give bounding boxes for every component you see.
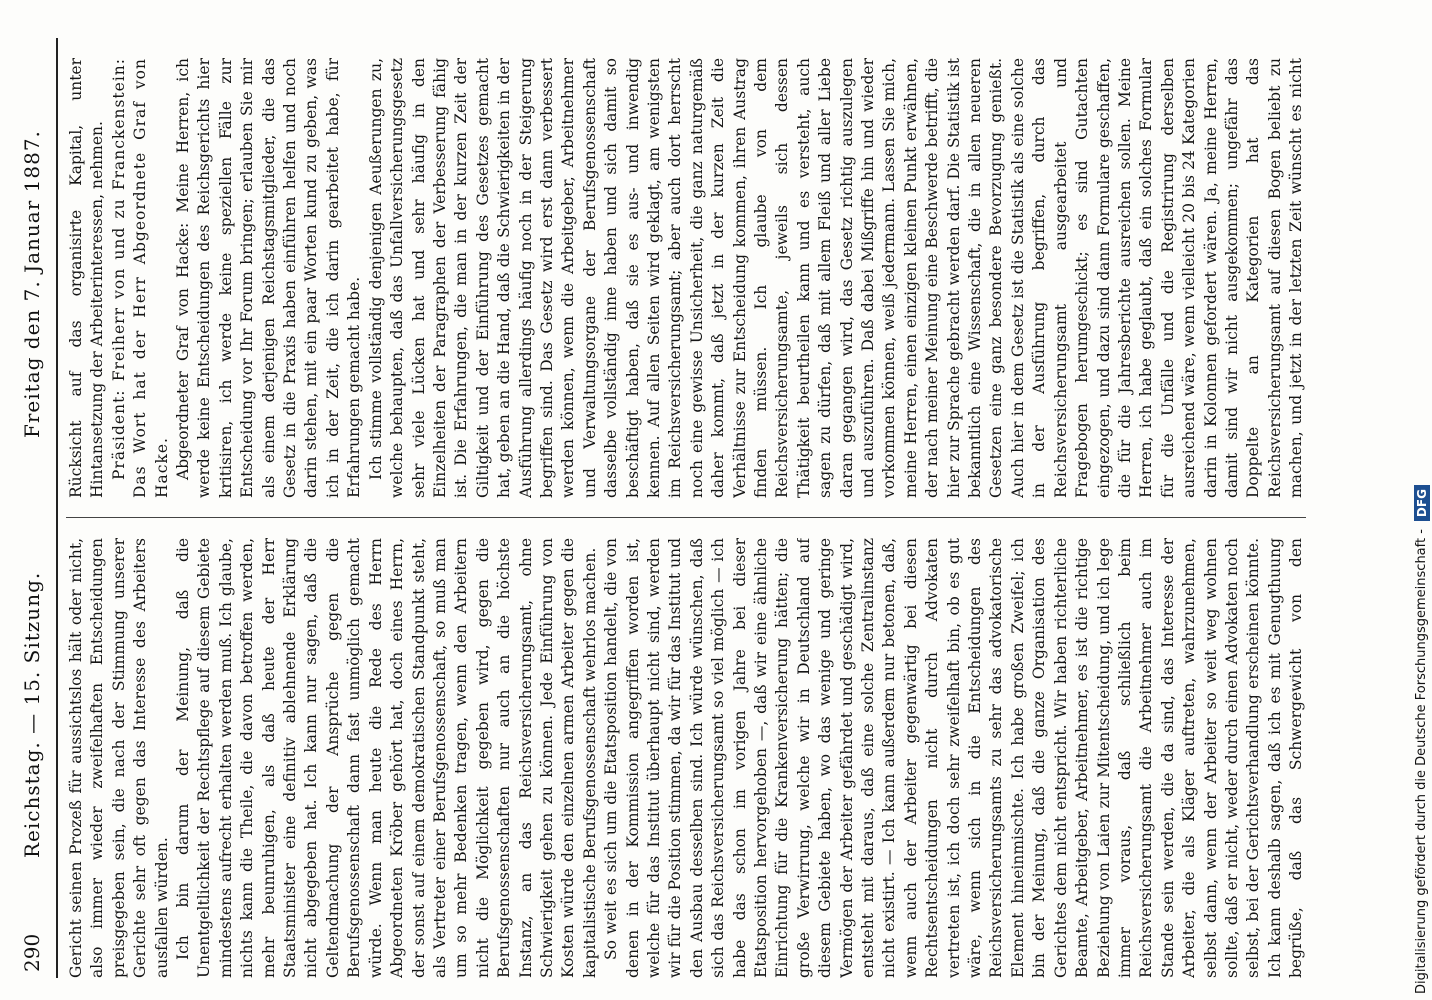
- page-header: [12, 18, 52, 978]
- left-column: [66, 538, 1306, 978]
- paragraph: So weit es sich um die Etatsposition handelt, die von denen in der Kommission angegriffen worden ist, welche für das Institut überhaupt nicht sind, werden wir für die Position stimmen, da wir für das Institut und den Ausbau desselben sind. Ich würde wünschen, daß sich das Reichsversicherungsamt so viel möglich — ich habe das schon im vorigen Jahre bei dieser Etatsposition hervorgehoben —, daß wir eine ähnliche Einrichtung für die Krankenversicherung hätten; die große Verwirrung, welche wir in Deutschland auf diesem Gebiete haben, wo das wenige und geringe Vermögen der Arbeiter gefährdet und geschädigt wird, entsteht mit daraus, daß eine solche Zentralinstanz nicht existirt. — Ich kann außerdem nur betonen, daß, wenn auch der Arbeiter gegenwärtig bei diesen Rechtsentscheidungen nicht durch Advokaten vertreten ist, ich doch sehr zweifelhaft bin, ob es gut wäre, wenn sich in die Entscheidungen des Reichsversicherungsamts zu sehr das advokatorische Element hineinmischte. Ich habe großen Zweifel; ich bin der Meinung, daß die ganze Organisation des Gerichtes dem nicht entspricht. Wir haben richterliche Beamte, Arbeitgeber, Arbeitnehmer, es ist die richtige Beziehung von Laien zur Mitentscheidung, und ich lege immer voraus, daß schließlich beim Reichsversicherungsamt die Arbeitnehmer auch im Stande sein werden, die da sind, das Interesse der Arbeiter, die als Kläger auftreten, wahrzunehmen, selbst dann, wenn der Arbeiter so weit weg wohnen sollte, daß er nicht, weder durch einen Advokaten noch selbst, bei der Gerichtsverhandlung erscheinen könnte. Ich kann deshalb sagen, daß ich es mit Genugthuung begrüße, daß das Schwergewicht von den: [602, 538, 1306, 978]
- credit-line: [1410, 0, 1432, 998]
- page-number: 290: [20, 933, 44, 972]
- header-rule: [56, 38, 58, 978]
- rotated-page-content: [12, 18, 1392, 978]
- right-column: [66, 58, 1306, 498]
- credit-text: Digitalisierung gefördert durch die Deutsche Forschungsgemeinschaft -: [1414, 529, 1429, 994]
- paragraph: Rücksicht auf das organisirte Kapital, unter Hintansetzung der Arbeiterinteressen, nehmen.: [67, 58, 107, 498]
- paragraph: Ich bin darum der Meinung, daß die Unentgeltlichkeit der Rechtspflege auf diesem Gebiete mindestens aufrecht erhalten werden muß. Ich glaube, nichts kann die Theile, die davon betroffen werden, mehr beunruhigen, als daß heute der Herr Staatsminister eine definitiv ablehnende Erklärung nicht abgegeben hat. Ich kann nur sagen, daß die Geltendmachung der Ansprüche gegen die Berufsgenossenschaft dann fast unmöglich gemacht würde. Wenn man heute die Rede des Herrn Abgeordneten Kröber gehört hat, doch eines Herrn, der sonst auf einem demokratischen Standpunkt steht, als Vertreter einer Berufsgenossenschaft, so muß man um so mehr Bedenken tragen, wenn den Arbeitern nicht die Möglichkeit gegeben wird, gegen die Berufsgenossenschaften nur auch an die höchste Instanz, an das Reichsversicherungsamt, ohne Schwierigkeit gehen zu können. Jede Einführung von Kosten würde den einzelnen armen Arbeiter gegen die kapitalistische Berufsgenossenschaft wehrlos machen.: [174, 538, 599, 978]
- paragraph: Gericht seinen Prozeß für aussichtslos hält oder nicht, also immer wieder zweifelhaften Entscheidungen preisgegeben sein, die nach der Stimmung unserer Gerichte sehr oft gegen das Interesse des Arbeiters ausfallen würden.: [67, 538, 171, 978]
- speaker-paragraph: Präsident: Freiherr von und zu Franckenstein: Das Wort hat der Herr Abgeordnete Graf von Hacke.: [109, 58, 171, 498]
- paragraph: Ich stimme vollständig denjenigen Aeußerungen zu, welche behaupten, daß das Unfallversicherungsgesetz sehr viele Lücken hat und sehr häufig in den Einzelheiten der Paragraphen der Verbesserung fähig ist. Die Erfahrungen, die man in der kurzen Zeit der Giltigkeit und der Einführung des Gesetzes gemacht hat, geben an die Hand, daß die Schwierigkeiten in der Ausführung allerdings häufig noch in der Steigerung begriffen sind. Das Gesetz wird erst dann verbessert werden können, wenn die Arbeitgeber, Arbeitnehmer und Verwaltungsorgane der Berufsgenossenschaft dasselbe vollständig inne haben und sich damit so beschäftigt haben, daß sie es aus- und inwendig kennen. Auf allen Seiten wird geklagt, am wenigsten im Reichsversicherungsamt; aber auch dort herrscht noch eine gewisse Unsicherheit, die ganz naturgemäß daher kommt, daß jetzt in der kurzen Zeit die Verhältnisse zur Entscheidung kommen, ihren Austrag finden müssen. Ich glaube von dem Reichsversicherungsamte, jeweils sich dessen Thätigkeit beurtheilen kann und es versteht, auch sagen zu dürfen, daß mit allem Fleiß und aller Liebe daran gegangen wird, das Gesetz richtig auszulegen und auszuführen. Daß dabei Mißgriffe hin und wieder vorkommen können, weiß jedermann. Lassen Sie mich, meine Herren, einen einzigen kleinen Punkt erwähnen, der nach meiner Meinung eine Beschwerde betrifft, die hier zur Sprache gebracht werden darf. Die Statistik ist bekanntlich eine Wissenschaft, die in allen neueren Gesetzen eine ganz besondere Bevorzugung genießt. Auch hier in dem Gesetz ist die Statistik als eine solche in der Ausführung begriffen, durch das Reichsversicherungsamt ausgearbeitet und Fragebogen herumgeschickt; es sind Gutachten eingezogen, und dazu sind dann Formulare geschaffen, die für die Jahresberichte ausreichen sollen. Meine Herren, ich habe geglaubt, daß ein solches Formular für die Unfälle und die Registrirung derselben ausreichend wäre, wenn vielleicht 20 bis 24 Kategorien darin in Kolonnen gefordert wären. Ja, meine Herren, damit sind wir nicht ausgekommen; ungefähr das Doppelte an Kategorien hat das Reichsversicherungsamt auf diesen Bogen beliebt zu machen, und jetzt in der letzten Zeit wünscht es nicht: [366, 58, 1306, 498]
- paragraph: Abgeordneter Graf von Hacke: Meine Herren, ich werde keine Entscheidungen des Reichsgerichts hier kritisiren, ich werde keine speziellen Fälle zur Entscheidung vor Ihr Forum bringen; erlauben Sie mir als einem derjenigen Reichstagsmitglieder, die das Gesetz in die Praxis haben einführen helfen und noch darin stehen, mit ein paar Worten kund zu geben, was ich in der Zeit, die ich darin gearbeitet habe, für Erfahrungen gemacht habe.: [174, 58, 364, 498]
- running-head-left: Reichstag. — 15. Sitzung.: [20, 571, 44, 858]
- digitization-credit: [1408, 0, 1432, 1000]
- column-divider: [66, 517, 1306, 518]
- running-head-right: Freitag den 7. Januar 1887.: [20, 130, 44, 438]
- dfg-logo: DFG: [1414, 485, 1430, 521]
